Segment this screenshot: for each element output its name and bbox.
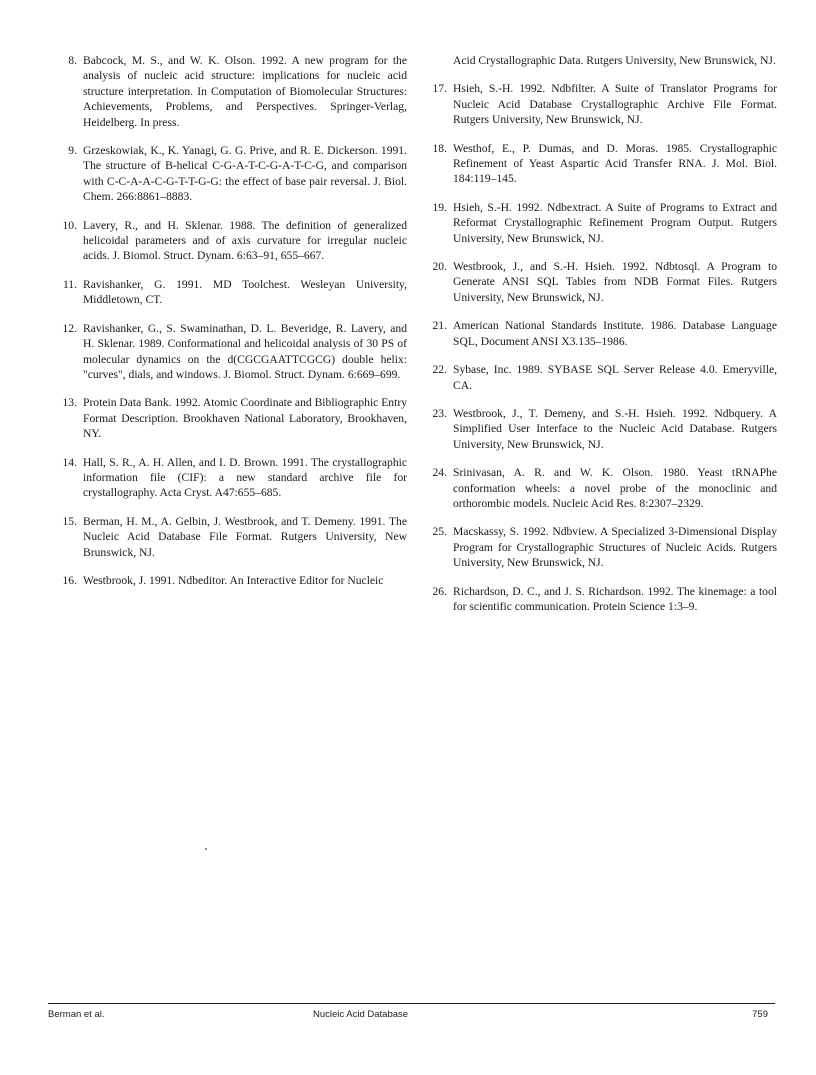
reference-continuation — [427, 53, 777, 68]
reference-number: 17. — [432, 82, 447, 96]
reference-item — [57, 53, 407, 130]
reference-text: Macskassy, S. 1992. Ndbview. A Specialized 3-Dimensional Display Program for Crystallographic Structures of Nucleic Acids. Rutgers University, New Brunswick, NJ. — [453, 525, 777, 570]
reference-item — [427, 406, 777, 452]
reference-number: 15. — [62, 514, 77, 528]
reference-text: Grzeskowiak, K., K. Yanagi, G. G. Prive, and R. E. Dickerson. 1991. The structure of B-helical C-G-A-T-C-G-A-T-C-G, and comparison with C-C-A-A-C-G-T-T-G-G: the effect of base pair reversal. J. Biol. Chem. 266:8861–8883. — [83, 144, 407, 204]
reference-number: 24. — [432, 466, 447, 480]
reference-text: Lavery, R., and H. Sklenar. 1988. The definition of generalized helicoidal parameters and of axis curvature for irregular nucleic acids. J. Biomol. Struct. Dynam. 6:63–91, 655–667. — [83, 218, 407, 263]
reference-text: Ravishanker, G., S. Swaminathan, D. L. Beveridge, R. Lavery, and H. Sklenar. 1989. Conformational and helicoidal analysis of 30 PS of molecular dynamics on the d(CGCGAATTCGCG) double helix: "curves", dials, and windows. J. Biomol. Struct. Dynam. 6:669–699. — [83, 321, 407, 381]
reference-column-right — [427, 53, 777, 627]
reference-text: Babcock, M. S., and W. K. Olson. 1992. A new program for the analysis of nucleic acid structure: implications for nucleic acid structure interpretation. In Computation of Biomolecular Structures: Achievements, Problems, and Perspectives. Springer-Verlag, Heidelberg. In press. — [83, 54, 407, 129]
reference-item — [57, 321, 407, 383]
reference-item — [57, 573, 407, 588]
reference-text: Sybase, Inc. 1989. SYBASE SQL Server Release 4.0. Emeryville, CA. — [453, 363, 777, 392]
reference-item — [427, 524, 777, 570]
reference-number: 22. — [432, 363, 447, 377]
reference-text: Hall, S. R., A. H. Allen, and I. D. Brown. 1991. The crystallographic information file (CIF): a new standard archive file for crystallography. Acta Cryst. A47:655–685. — [83, 455, 407, 500]
reference-text: Protein Data Bank. 1992. Atomic Coordinate and Bibliographic Entry Format Description. Brookhaven National Laboratory, Brookhaven, NY. — [83, 396, 407, 441]
reference-item — [427, 584, 777, 615]
reference-number: 25. — [432, 525, 447, 539]
reference-number: 16. — [62, 573, 77, 587]
reference-number: 9. — [68, 144, 77, 158]
reference-number: 10. — [62, 218, 77, 232]
reference-column-left — [57, 53, 407, 601]
reference-number: 23. — [432, 406, 447, 420]
reference-text: Westbrook, J., and S.-H. Hsieh. 1992. Ndbtosql. A Program to Generate ANSI SQL Tables from NDB Format Files. Rutgers University, New Brunswick, NJ. — [453, 260, 777, 304]
reference-text: Westbrook, J. 1991. Ndbeditor. An Interactive Editor for Nucleic — [83, 573, 384, 587]
reference-text: Hsieh, S.-H. 1992. Ndbfilter. A Suite of Translator Programs for Nucleic Acid Database Crystallographic Archive File Format. Rutgers University, New Brunswick, NJ. — [453, 82, 777, 127]
reference-item — [427, 81, 777, 127]
reference-text: Ravishanker, G. 1991. MD Toolchest. Wesleyan University, Middletown, CT. — [83, 277, 407, 307]
reference-text: Richardson, D. C., and J. S. Richardson. 1992. The kinemage: a tool for scientific communication. Protein Science 1:3–9. — [453, 584, 777, 613]
reference-text: Acid Crystallographic Data. Rutgers University, New Brunswick, NJ. — [453, 54, 776, 67]
reference-number: 21. — [432, 319, 447, 333]
reference-text: Srinivasan, A. R. and W. K. Olson. 1980. Yeast tRNAPhe conformation wheels: a novel probe of the monoclinic and orthorombic models. Nucleic Acid Res. 8:2307–2329. — [453, 466, 777, 510]
reference-number: 18. — [432, 141, 447, 155]
reference-item — [57, 277, 407, 308]
reference-text: Westbrook, J., T. Demeny, and S.-H. Hsieh. 1992. Ndbquery. A Simplified User Interface to the Nucleic Acid Database. Rutgers University, New Brunswick, NJ. — [453, 406, 777, 451]
reference-item — [57, 218, 407, 264]
scan-speck — [205, 848, 207, 850]
reference-text: Berman, H. M., A. Gelbin, J. Westbrook, and T. Demeny. 1991. The Nucleic Acid Database File Format. Rutgers University, New Brunswick, NJ. — [83, 514, 407, 559]
page-number: 759 — [752, 1009, 768, 1020]
reference-number: 26. — [432, 584, 447, 598]
footer-journal-title: Nucleic Acid Database — [313, 1009, 409, 1020]
reference-number: 20. — [432, 260, 447, 274]
footer-author: Berman et al. — [48, 1009, 105, 1020]
reference-text: American National Standards Institute. 1986. Database Language SQL, Document ANSI X3.135–1986. — [453, 319, 777, 348]
footer-divider — [48, 1003, 775, 1004]
reference-number: 11. — [62, 277, 77, 291]
reference-item — [427, 141, 777, 187]
reference-item — [427, 318, 777, 349]
reference-number: 8. — [68, 54, 77, 67]
reference-item — [427, 259, 777, 305]
reference-item — [427, 465, 777, 511]
reference-number: 13. — [62, 396, 77, 410]
reference-item — [57, 143, 407, 205]
reference-number: 19. — [432, 200, 447, 214]
reference-item — [427, 200, 777, 246]
reference-item — [57, 455, 407, 501]
reference-item — [57, 514, 407, 560]
reference-number: 12. — [62, 321, 77, 335]
reference-item — [57, 395, 407, 441]
reference-text: Hsieh, S.-H. 1992. Ndbextract. A Suite of Programs to Extract and Reformat Crystallographic Refinement Program Output. Rutgers University, New Brunswick, NJ. — [453, 200, 777, 245]
reference-text: Westhof, E., P. Dumas, and D. Moras. 1985. Crystallographic Refinement of Yeast Aspartic Acid Transfer RNA. J. Mol. Biol. 184:119–145. — [453, 141, 777, 186]
reference-number: 14. — [62, 455, 77, 469]
reference-item — [427, 362, 777, 393]
